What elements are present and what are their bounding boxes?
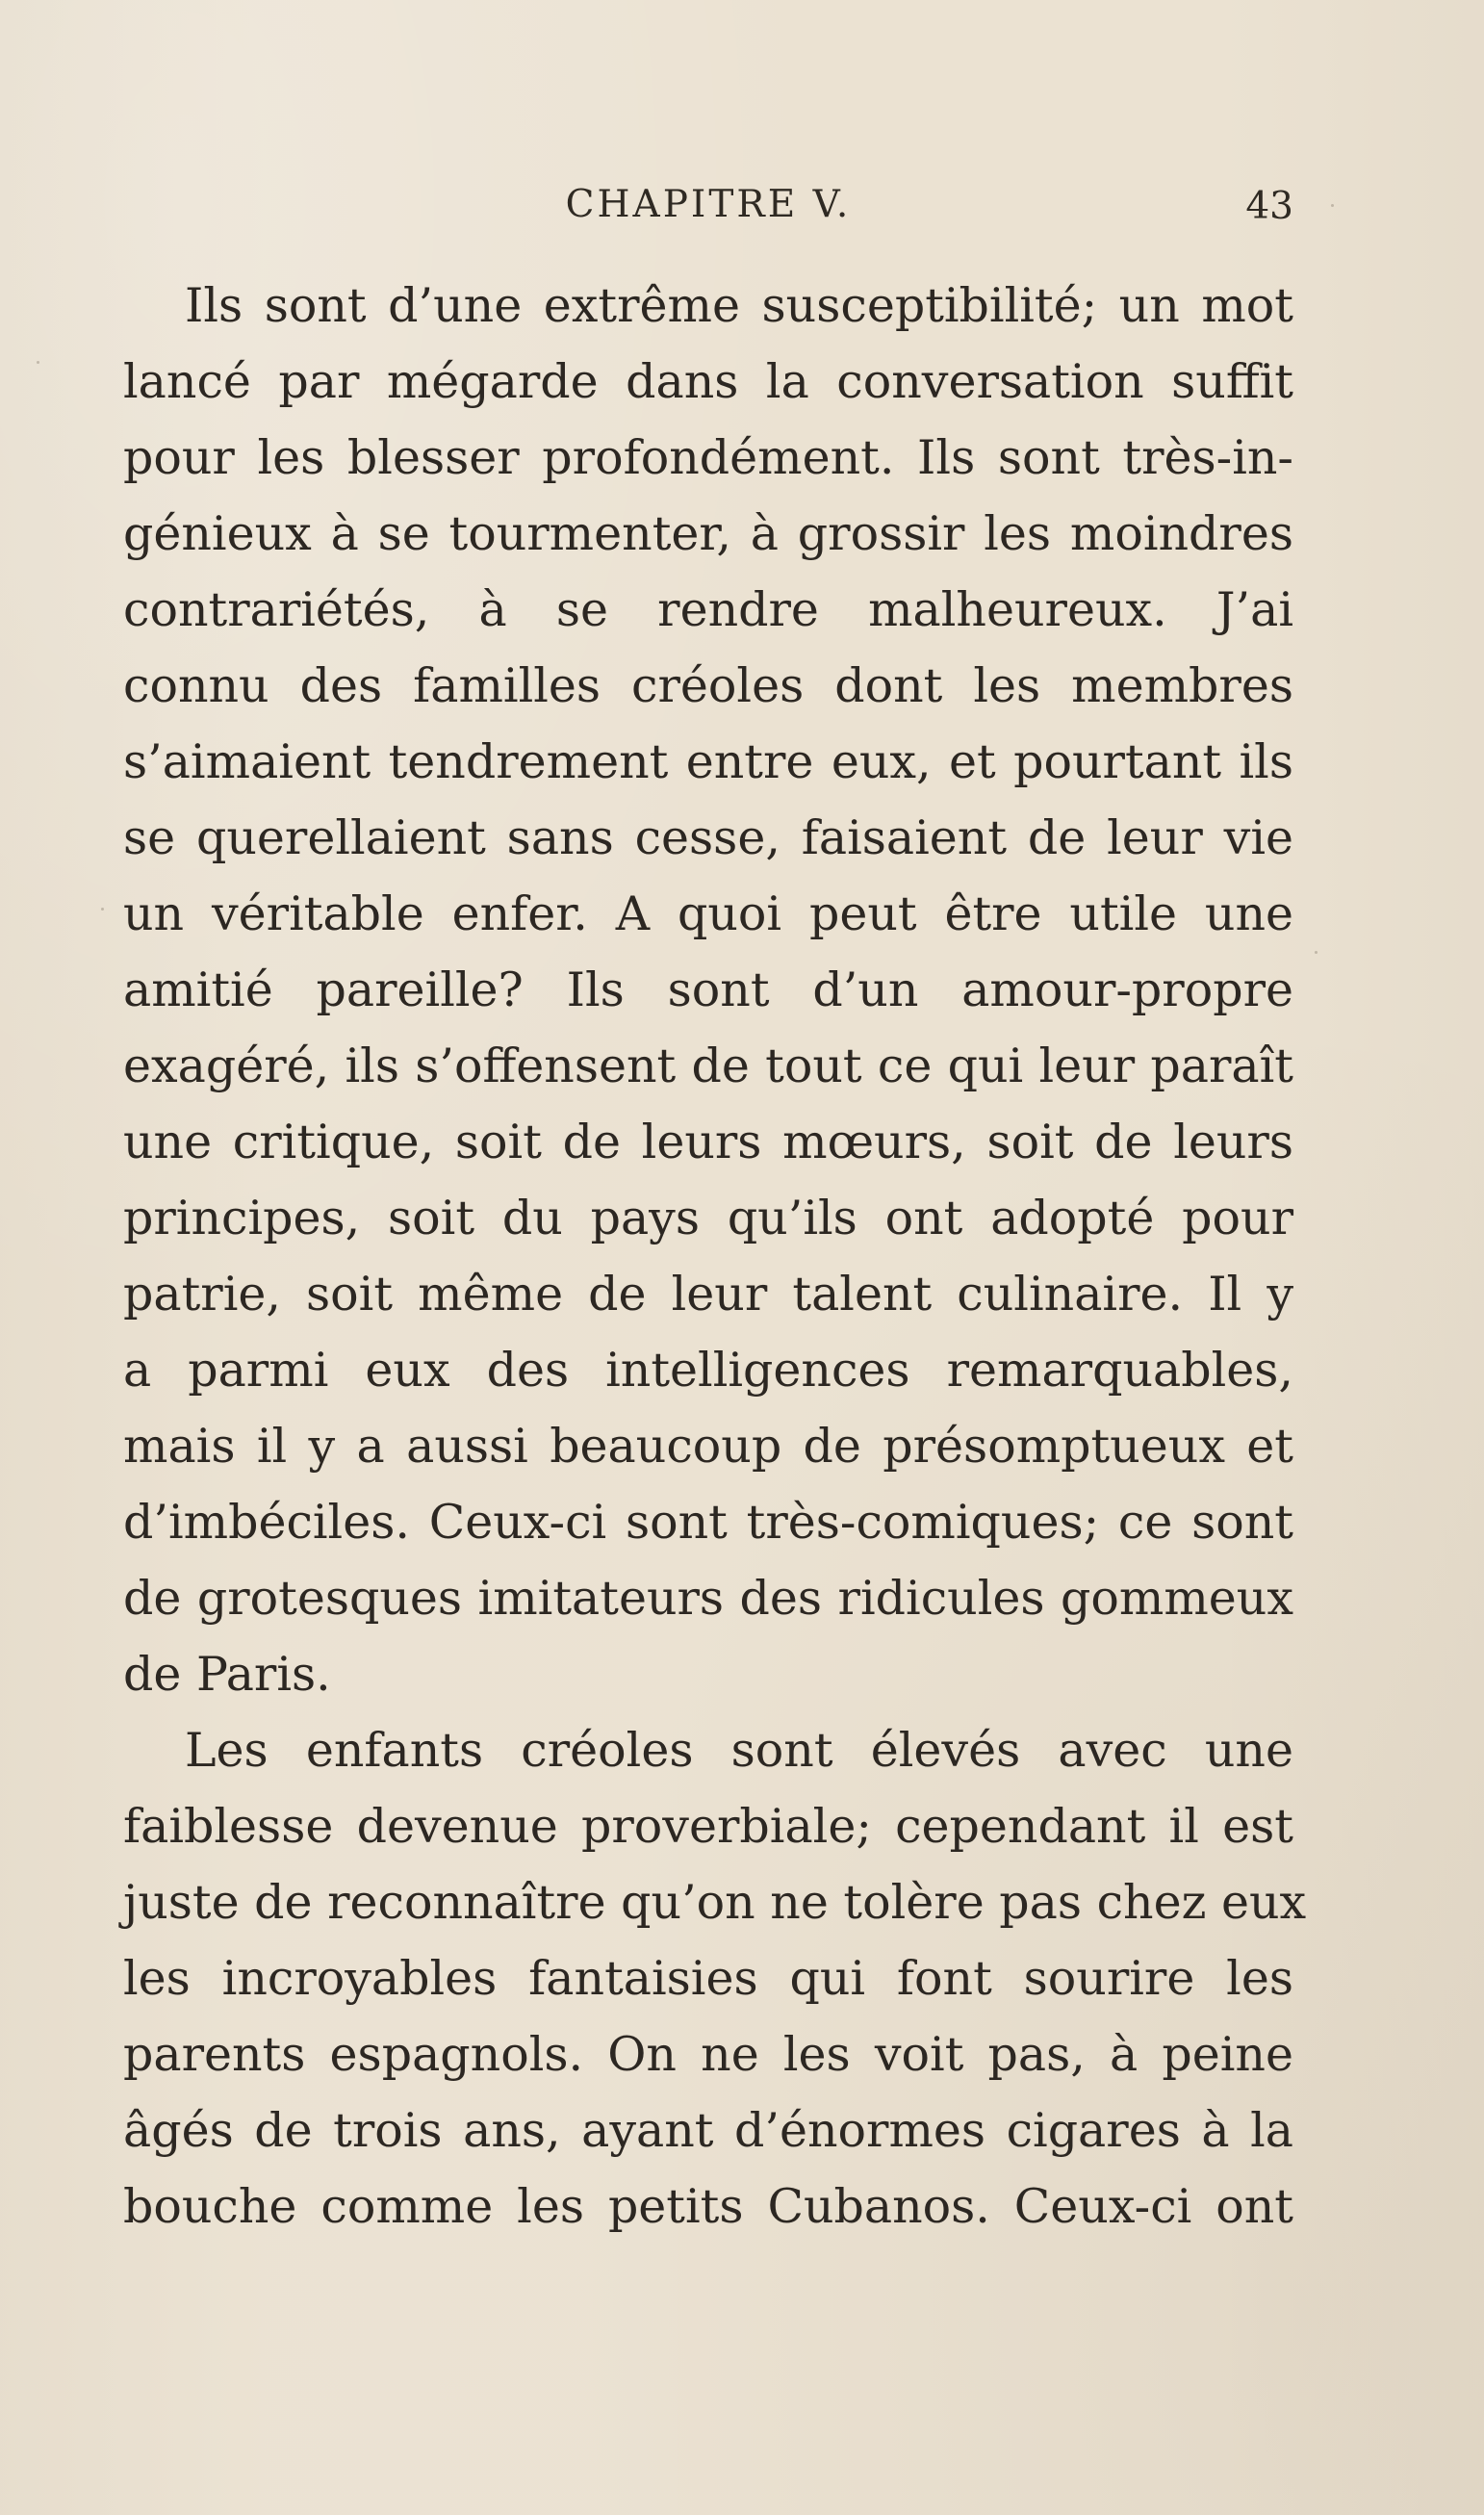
- text-line: âgés de trois ans, ayant d’énormes cigares à la: [123, 2103, 1293, 2158]
- text-line: une critique, soit de leurs mœurs, soit de leurs: [123, 1115, 1293, 1169]
- text-line: faiblesse devenue proverbiale; cependant il est: [123, 1799, 1293, 1854]
- paper-speck: [101, 908, 104, 911]
- running-header: [123, 183, 1293, 250]
- text-line: lancé par mégarde dans la conversation suffit: [123, 354, 1293, 409]
- text-line: un véritable enfer. A quoi peut être utile une: [123, 886, 1293, 941]
- text-line: amitié pareille? Ils sont d’un amour-propre: [123, 962, 1293, 1017]
- paragraph: [123, 268, 1293, 1712]
- text-line: d’imbéciles. Ceux-ci sont très-comiques; ce sont: [123, 1495, 1293, 1550]
- chapter-title: CHAPITRE V.: [565, 183, 852, 226]
- body-text: [123, 268, 1307, 2245]
- paper-speck: [1331, 204, 1334, 207]
- text-line: exagéré, ils s’offensent de tout ce qui leur paraît: [123, 1039, 1293, 1093]
- text-line: Les enfants créoles sont élevés avec une: [185, 1723, 1293, 1778]
- text-line: génieux à se tourmenter, à grossir les moindres: [123, 506, 1293, 561]
- text-line: s’aimaient tendrement entre eux, et pourtant ils: [123, 734, 1293, 789]
- text-line: de grotesques imitateurs des ridicules gommeux: [123, 1571, 1293, 1626]
- text-line: contrariétés, à se rendre malheureux. J’ai: [123, 582, 1293, 637]
- paper-speck: [37, 361, 39, 364]
- text-line: bouche comme les petits Cubanos. Ceux-ci ont: [123, 2179, 1293, 2234]
- text-line: a parmi eux des intelligences remarquables,: [123, 1343, 1293, 1398]
- text-line: principes, soit du pays qu’ils ont adopté pour: [123, 1191, 1293, 1245]
- text-line: juste de reconnaître qu’on ne tolère pas chez eux: [123, 1875, 1307, 1930]
- text-line: parents espagnols. On ne les voit pas, à peine: [123, 2027, 1293, 2082]
- text-line: pour les blesser profondément. Ils sont très-in-: [123, 430, 1293, 485]
- text-line: les incroyables fantaisies qui font sourire les: [123, 1951, 1293, 2006]
- text-line: mais il y a aussi beaucoup de présomptueux et: [123, 1419, 1293, 1474]
- text-line: connu des familles créoles dont les membres: [123, 658, 1293, 713]
- text-line: de Paris.: [123, 1647, 331, 1702]
- paragraph: [123, 1712, 1307, 2245]
- paper-speck: [1315, 951, 1318, 954]
- text-line: se querellaient sans cesse, faisaient de leur vie: [123, 810, 1293, 865]
- page-number: 43: [1245, 185, 1293, 228]
- text-line: patrie, soit même de leur talent culinaire. Il y: [123, 1267, 1293, 1322]
- text-line: Ils sont d’une extrême susceptibilité; un mot: [185, 278, 1293, 333]
